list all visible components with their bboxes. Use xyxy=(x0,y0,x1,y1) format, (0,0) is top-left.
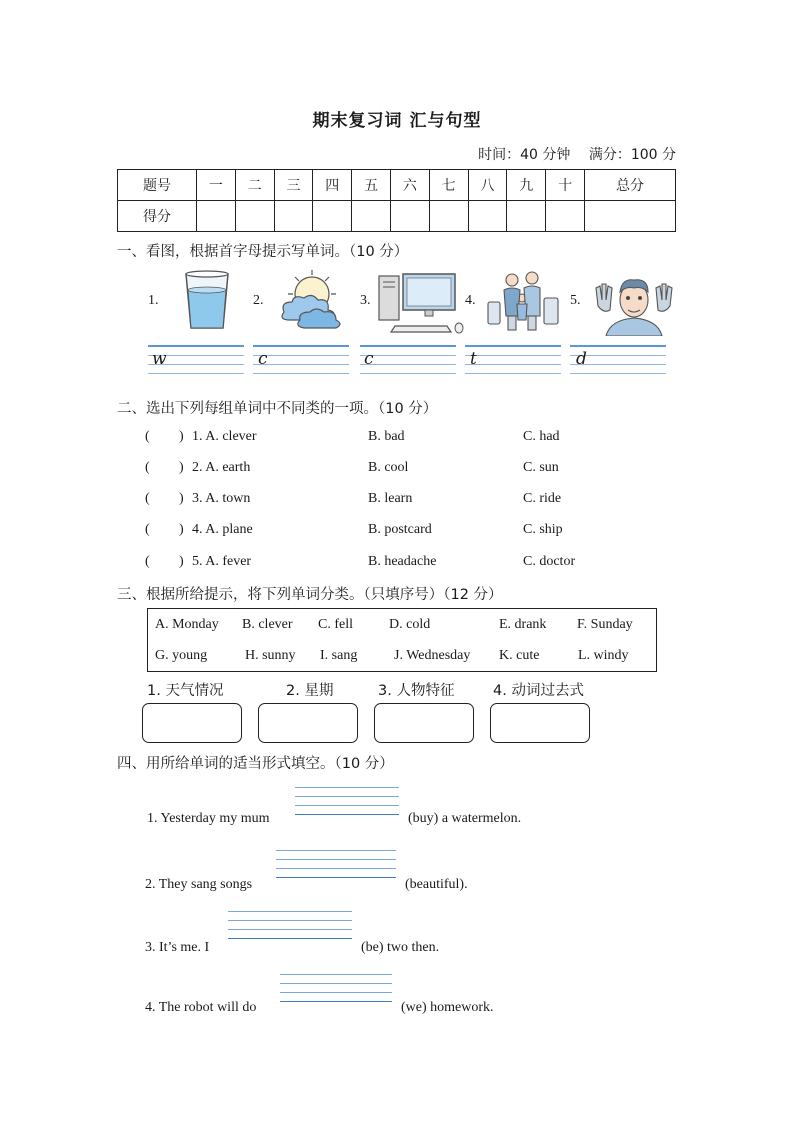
score-input-cell[interactable] xyxy=(352,201,391,232)
option-c: C. ship xyxy=(523,522,563,537)
word-bank-item: L. windy xyxy=(578,648,629,663)
hint-letter: w xyxy=(152,349,167,369)
score-input-cell[interactable] xyxy=(235,201,274,232)
score-cell: 六 xyxy=(390,170,429,201)
score-cell: 十 xyxy=(546,170,585,201)
score-cell: 总分 xyxy=(585,170,676,201)
option-a: 5. A. fever xyxy=(192,554,252,569)
word-bank-item: F. Sunday xyxy=(577,617,633,632)
word-bank-item: J. Wednesday xyxy=(394,648,471,663)
category-label: 3. 人物特征 xyxy=(378,683,455,699)
sentence-after: (we) homework. xyxy=(401,1000,494,1015)
category-answer-box[interactable] xyxy=(374,703,474,743)
category-answer-box[interactable] xyxy=(490,703,590,743)
writing-lines[interactable] xyxy=(360,345,456,381)
item-number: 5. xyxy=(570,293,581,308)
category-label: 1. 天气情况 xyxy=(147,683,224,699)
score-cell: 五 xyxy=(352,170,391,201)
item-number: 4. xyxy=(465,293,476,308)
category-answer-box[interactable] xyxy=(142,703,242,743)
score-input-cell[interactable] xyxy=(274,201,313,232)
hint-letter: c xyxy=(258,349,268,369)
word-bank-item: B. clever xyxy=(242,617,293,632)
option-a: 1. A. clever xyxy=(192,429,257,444)
section2-heading: 二、选出下列每组单词中不同类的一项。（10 分） xyxy=(117,401,438,417)
score-cell: 题号 xyxy=(118,170,197,201)
answer-paren-open: ( xyxy=(145,522,150,537)
hint-letter: t xyxy=(470,349,477,369)
option-a: 3. A. town xyxy=(192,491,251,506)
score-input-cell[interactable] xyxy=(546,201,585,232)
score-input-cell[interactable] xyxy=(585,201,676,232)
answer-paren-open: ( xyxy=(145,460,150,475)
category-label: 4. 动词过去式 xyxy=(493,683,584,699)
score-cell: 八 xyxy=(468,170,507,201)
option-b: B. learn xyxy=(368,491,413,506)
option-a: 2. A. earth xyxy=(192,460,251,475)
word-bank-item: E. drank xyxy=(499,617,547,632)
score-input-cell[interactable] xyxy=(197,201,236,232)
answer-paren-close[interactable]: ) xyxy=(179,554,184,569)
score-cell: 得分 xyxy=(118,201,197,232)
item-number: 1. xyxy=(148,293,159,308)
sentence-before: 4. The robot will do xyxy=(145,1000,257,1015)
word-bank-item: C. fell xyxy=(318,617,353,632)
word-bank-item: K. cute xyxy=(499,648,540,663)
full-score: 满分：100 分 xyxy=(588,147,676,163)
option-a: 4. A. plane xyxy=(192,522,253,537)
category-label: 2. 星期 xyxy=(286,683,334,699)
sentence-before: 1. Yesterday my mum xyxy=(147,811,270,826)
score-input-cell[interactable] xyxy=(468,201,507,232)
word-bank-item: I. sang xyxy=(320,648,358,663)
score-table-score-row xyxy=(118,201,676,232)
sentence-after: (buy) a watermelon. xyxy=(408,811,522,826)
score-cell: 九 xyxy=(507,170,546,201)
answer-blank[interactable] xyxy=(280,974,392,1002)
answer-paren-open: ( xyxy=(145,491,150,506)
section4-heading: 四、用所给单词的适当形式填空。（10 分） xyxy=(117,756,394,772)
answer-blank[interactable] xyxy=(295,787,399,815)
hint-letter: c xyxy=(364,349,374,369)
option-b: B. postcard xyxy=(368,522,432,537)
option-b: B. headache xyxy=(368,554,437,569)
category-answer-box[interactable] xyxy=(258,703,358,743)
option-c: C. ride xyxy=(523,491,562,506)
option-c: C. doctor xyxy=(523,554,576,569)
score-cell: 三 xyxy=(274,170,313,201)
word-bank-item: A. Monday xyxy=(155,617,219,632)
score-input-cell[interactable] xyxy=(313,201,352,232)
family-travelling-icon xyxy=(482,268,572,334)
answer-blank[interactable] xyxy=(228,911,352,939)
writing-lines[interactable] xyxy=(465,345,561,381)
sentence-before: 2. They sang songs xyxy=(145,877,253,892)
option-b: B. cool xyxy=(368,460,409,475)
computer-icon xyxy=(375,268,465,334)
exam-meta xyxy=(464,144,676,164)
score-cell: 一 xyxy=(197,170,236,201)
sentence-before: 3. It’s me. I xyxy=(145,940,210,955)
answer-paren-open: ( xyxy=(145,554,150,569)
option-b: B. bad xyxy=(368,429,405,444)
word-bank-item: G. young xyxy=(155,648,208,663)
hint-letter: d xyxy=(576,349,587,369)
answer-paren-close[interactable]: ) xyxy=(179,460,184,475)
item-number: 2. xyxy=(253,293,264,308)
section3-heading: 三、根据所给提示，将下列单词分类。（只填序号）（12 分） xyxy=(117,587,503,603)
option-c: C. sun xyxy=(523,460,559,475)
word-bank-item: D. cold xyxy=(389,617,431,632)
sentence-after: (be) two then. xyxy=(361,940,440,955)
score-table xyxy=(117,169,676,232)
glass-of-water-icon xyxy=(168,268,258,334)
time-limit: 时间：40 分钟 xyxy=(478,147,571,163)
answer-paren-close[interactable]: ) xyxy=(179,491,184,506)
score-cell: 二 xyxy=(235,170,274,201)
score-table-header-row xyxy=(118,170,676,201)
answer-paren-close[interactable]: ) xyxy=(179,429,184,444)
score-input-cell[interactable] xyxy=(507,201,546,232)
answer-paren-open: ( xyxy=(145,429,150,444)
score-input-cell[interactable] xyxy=(390,201,429,232)
word-bank-item: H. sunny xyxy=(245,648,296,663)
section1-heading: 一、看图，根据首字母提示写单词。（10 分） xyxy=(117,244,409,260)
score-cell: 七 xyxy=(429,170,468,201)
option-c: C. had xyxy=(523,429,560,444)
man-with-dirty-hands-icon xyxy=(590,270,680,336)
page-title: 期末复习词 汇与句型 xyxy=(312,111,482,131)
sun-behind-clouds-icon xyxy=(270,266,360,332)
score-cell: 四 xyxy=(313,170,352,201)
answer-blank[interactable] xyxy=(276,850,396,878)
score-input-cell[interactable] xyxy=(429,201,468,232)
item-number: 3. xyxy=(360,293,371,308)
answer-paren-close[interactable]: ) xyxy=(179,522,184,537)
sentence-after: (beautiful). xyxy=(405,877,468,892)
